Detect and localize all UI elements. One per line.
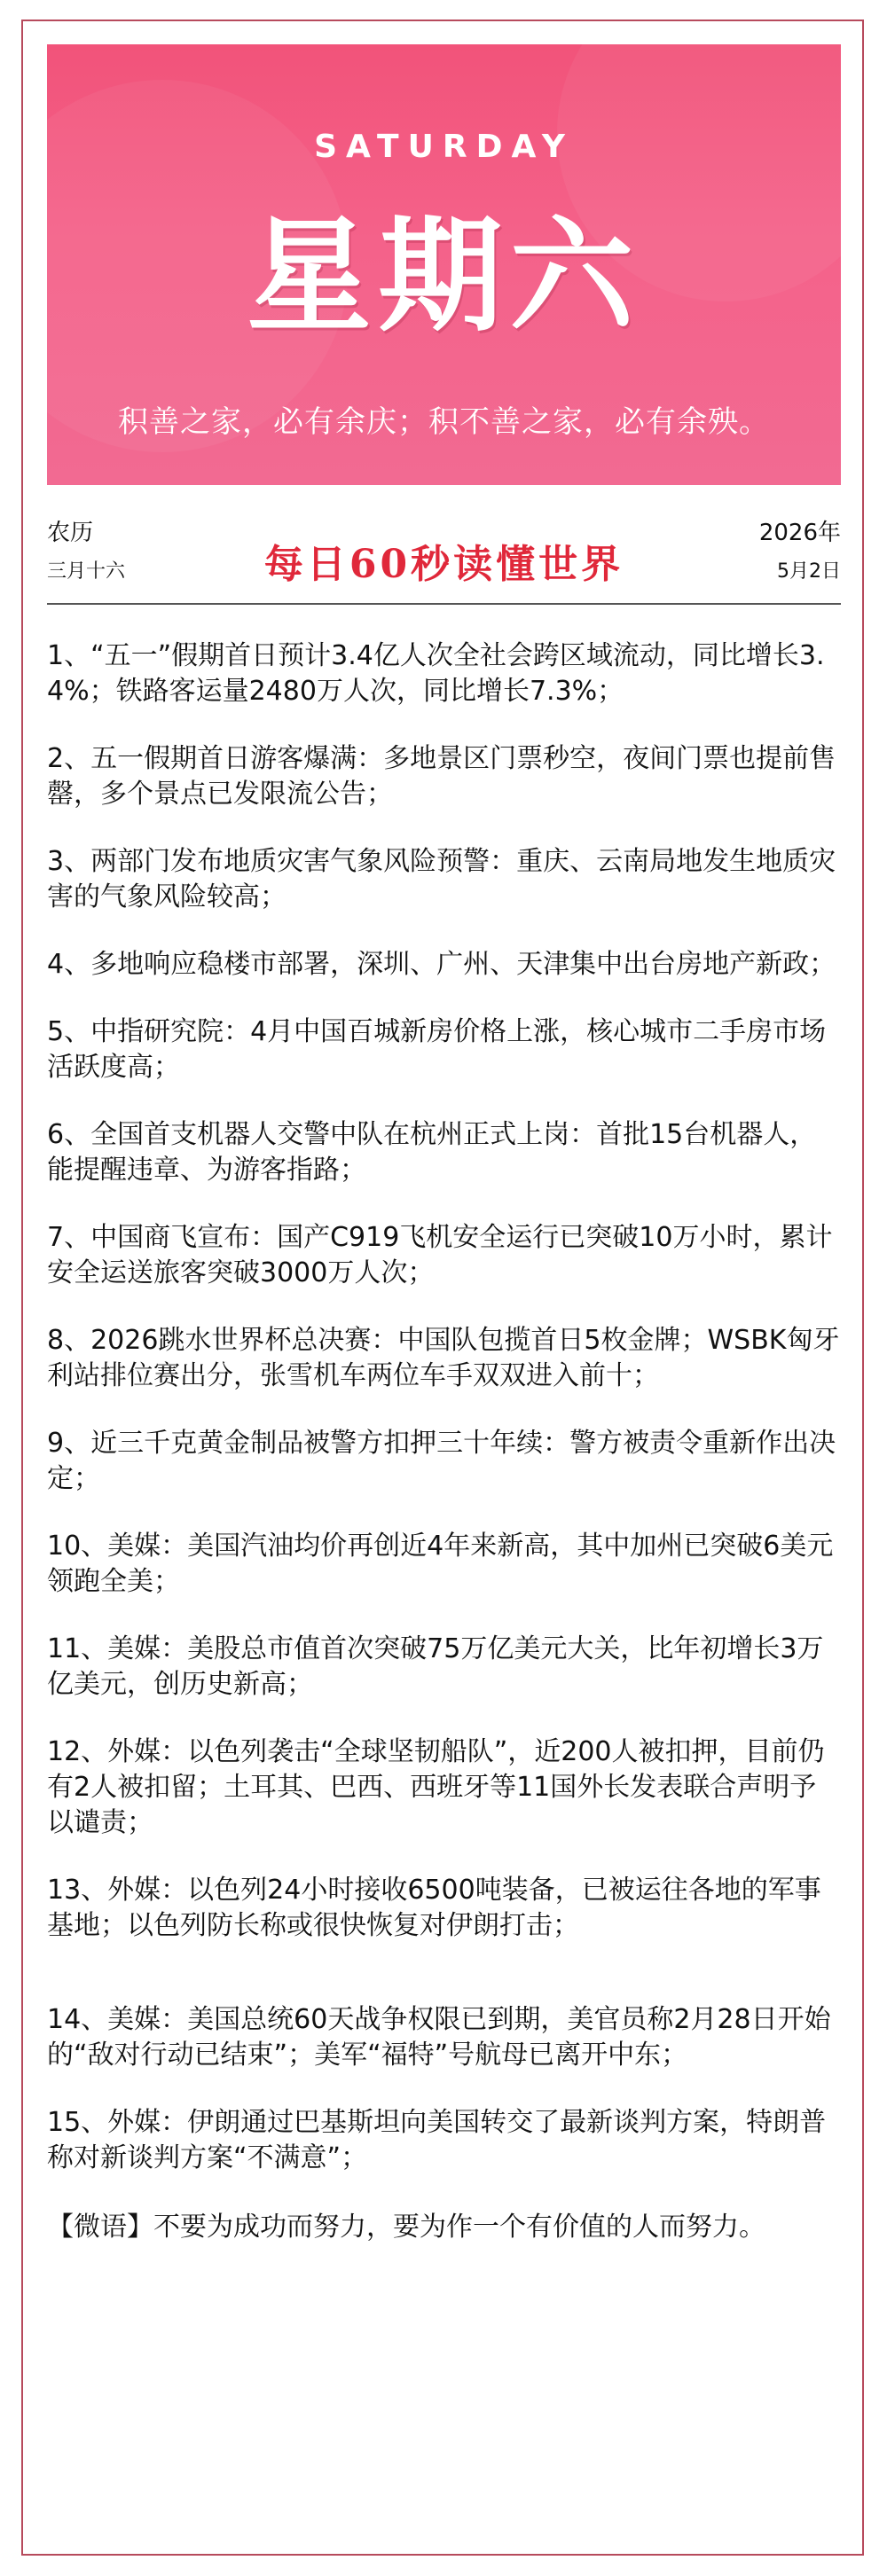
news-item: 15、外媒：伊朗通过巴基斯坦向美国转交了最新谈判方案，特朗普称对新谈判方案“不满意”； — [47, 2107, 827, 2173]
daily-quote: 【微语】不要为成功而努力，要为作一个有价值的人而努力。 — [47, 2212, 765, 2243]
news-item: 1、“五一”假期首日预计3.4亿人次全社会跨区域流动，同比增长3.4%；铁路客运量2480万人次，同比增长7.3%； — [47, 640, 825, 707]
news-item: 2、五一假期首日游客爆满：多地景区门票秒空，夜间门票也提前售罄，多个景点已发限流公告； — [47, 743, 836, 810]
weekday-english: SATURDAY — [314, 129, 574, 165]
news-item: 13、外媒：以色列24小时接收6500吨装备，已被运往各地的军事基地；以色列防长称或很快恢复对伊朗打击； — [47, 1875, 821, 1941]
date: 5月2日 — [777, 560, 841, 583]
news-item: 9、近三千克黄金制品被警方扣押三十年续：警方被责令重新作出决定； — [47, 1428, 836, 1494]
header-banner — [47, 44, 841, 485]
news-item: 11、美媒：美股总市值首次突破75万亿美元大关，比年初增长3万亿美元，创历史新高； — [47, 1633, 824, 1700]
news-item: 3、两部门发布地质灾害气象风险预警：重庆、云南局地发生地质灾害的气象风险较高； — [47, 846, 836, 912]
page-title: 每日60秒读懂世界 — [263, 542, 624, 587]
lunar-date: 三月十六 — [47, 560, 126, 583]
news-list — [47, 638, 841, 2247]
lunar-label: 农历 — [47, 520, 94, 546]
news-item: 4、多地响应稳楼市部署，深圳、广州、天津集中出台房地产新政； — [47, 949, 836, 980]
news-item: 14、美媒：美国总统60天战争权限已到期，美官员称2月28日开始的“敌对行动已结束”；美军“福特”号航母已离开中东； — [47, 2004, 831, 2071]
date-bar — [47, 497, 841, 605]
news-item: 7、中国商飞宣布：国产C919飞机安全运行已突破10万小时，累计安全运送旅客突破3000万人次； — [47, 1222, 833, 1288]
news-item: 12、外媒：以色列袭击“全球坚韧船队”，近200人被扣押，目前仍有2人被扣留；土耳其、巴西、西班牙等11国外长发表联合声明予以谴责； — [47, 1736, 825, 1838]
year: 2026年 — [758, 520, 841, 546]
news-item: 8、2026跳水世界杯总决赛：中国队包揽首日5枚金牌；WSBK匈牙利站排位赛出分，张雪机车两位车手双双进入前十； — [47, 1325, 840, 1391]
weekday-chinese: 星期六 — [247, 204, 641, 349]
news-item: 10、美媒：美国汽油均价再创近4年来新高，其中加州已突破6美元领跑全美； — [47, 1531, 834, 1597]
news-item: 6、全国首支机器人交警中队在杭州正式上岗：首批15台机器人，能提醒违章、为游客指路； — [47, 1119, 817, 1186]
motto: 积善之家，必有余庆；积不善之家，必有余殃。 — [118, 404, 770, 440]
news-item: 5、中指研究院：4月中国百城新房价格上涨，核心城市二手房市场活跃度高； — [47, 1016, 827, 1083]
